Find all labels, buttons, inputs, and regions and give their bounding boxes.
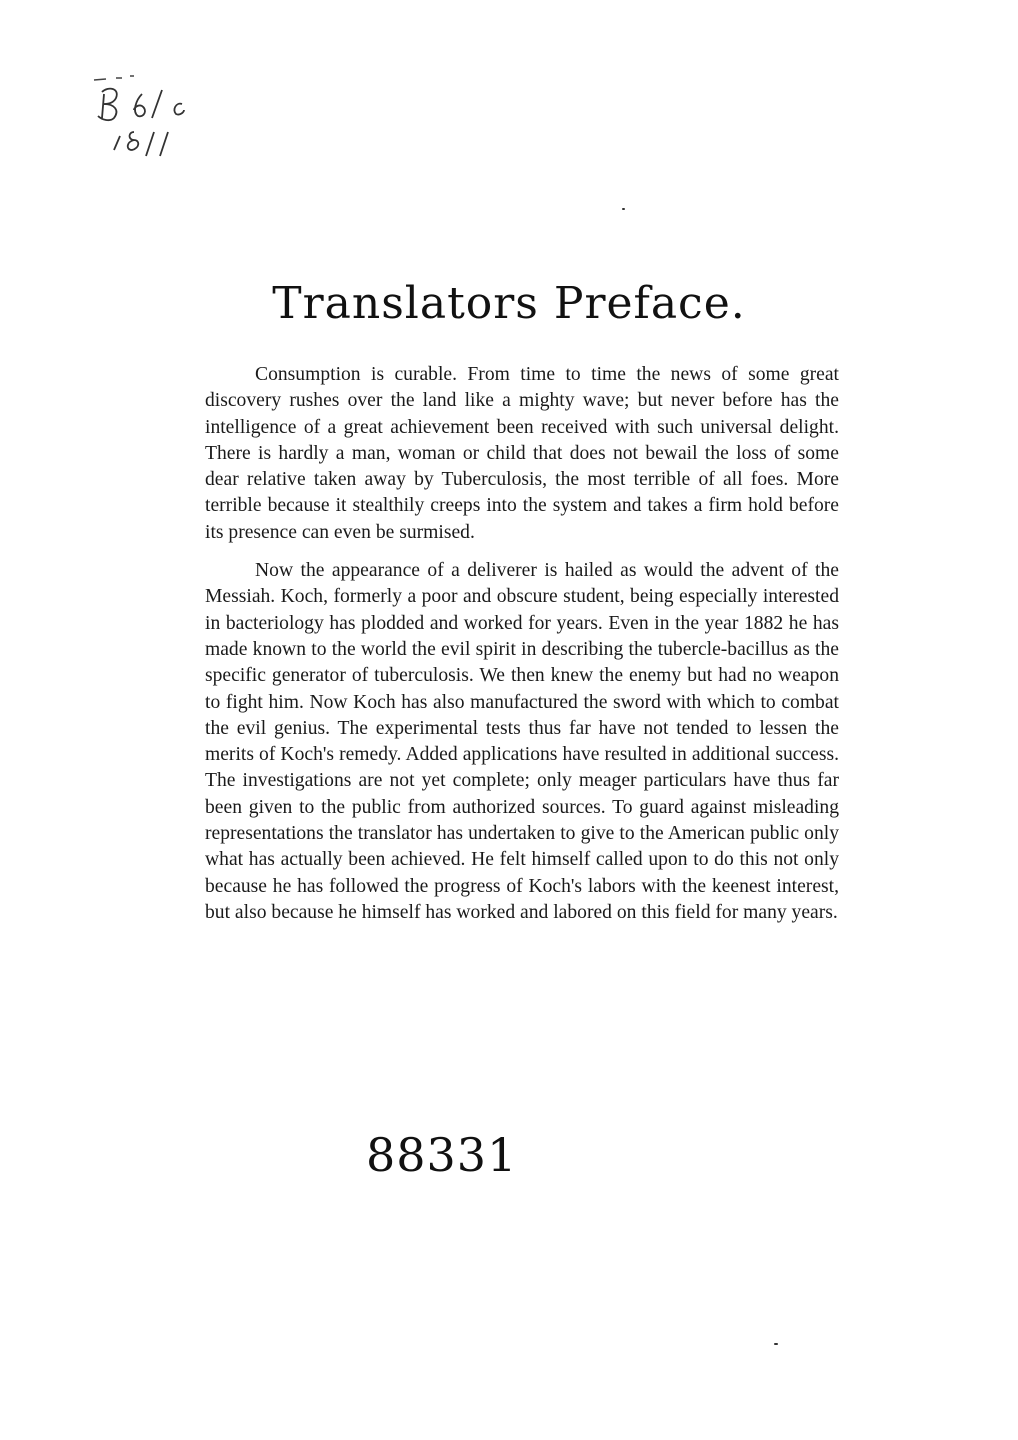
scan-speck xyxy=(774,1343,778,1345)
page-title: Translators Preface. xyxy=(272,278,746,329)
stamp-number: 88331 xyxy=(366,1128,518,1182)
preface-body xyxy=(205,362,839,938)
handwritten-call-number xyxy=(86,72,226,167)
handwritten-call-number-drawing xyxy=(86,72,226,167)
paragraph: Consumption is curable. From time to time the news of some great discovery rushes over the land like a mighty wave; but never before has the intelligence of a great achievement been received with such universal delight. There is hardly a man, woman or child that does not bewail the loss of some dear relative taken away by Tuberculosis, the most terrible of all foes. More terrible because it stealthily creeps into the system and takes a firm hold before its presence can even be surmised. xyxy=(205,364,839,543)
scan-speck xyxy=(622,208,625,210)
paragraph: Now the appearance of a deliverer is hailed as would the advent of the Messiah. Koch, formerly a poor and obscure student, being especially interested in bacteriology has plodded and worked for years. Even in the year 1882 he has made known to the world the evil spirit in describing the tubercle-bacillus as the specific generator of tuberculosis. We then knew the enemy but had no weapon to fight him. Now Koch has also manufactured the sword with which to combat the evil genius. The experimental tests thus far have not tended to lessen the merits of Koch's remedy. Added applications have resulted in additional success. The investigations are not yet complete; only meager particulars have thus far been given to the public from authorized sources. To guard against misleading representations the translator has undertaken to give to the American public only what has actually been achieved. He felt himself called upon to do this not only because he has followed the progress of Koch's labors with the keenest interest, but also because he himself has worked and labored on this field for many years. xyxy=(205,560,839,923)
